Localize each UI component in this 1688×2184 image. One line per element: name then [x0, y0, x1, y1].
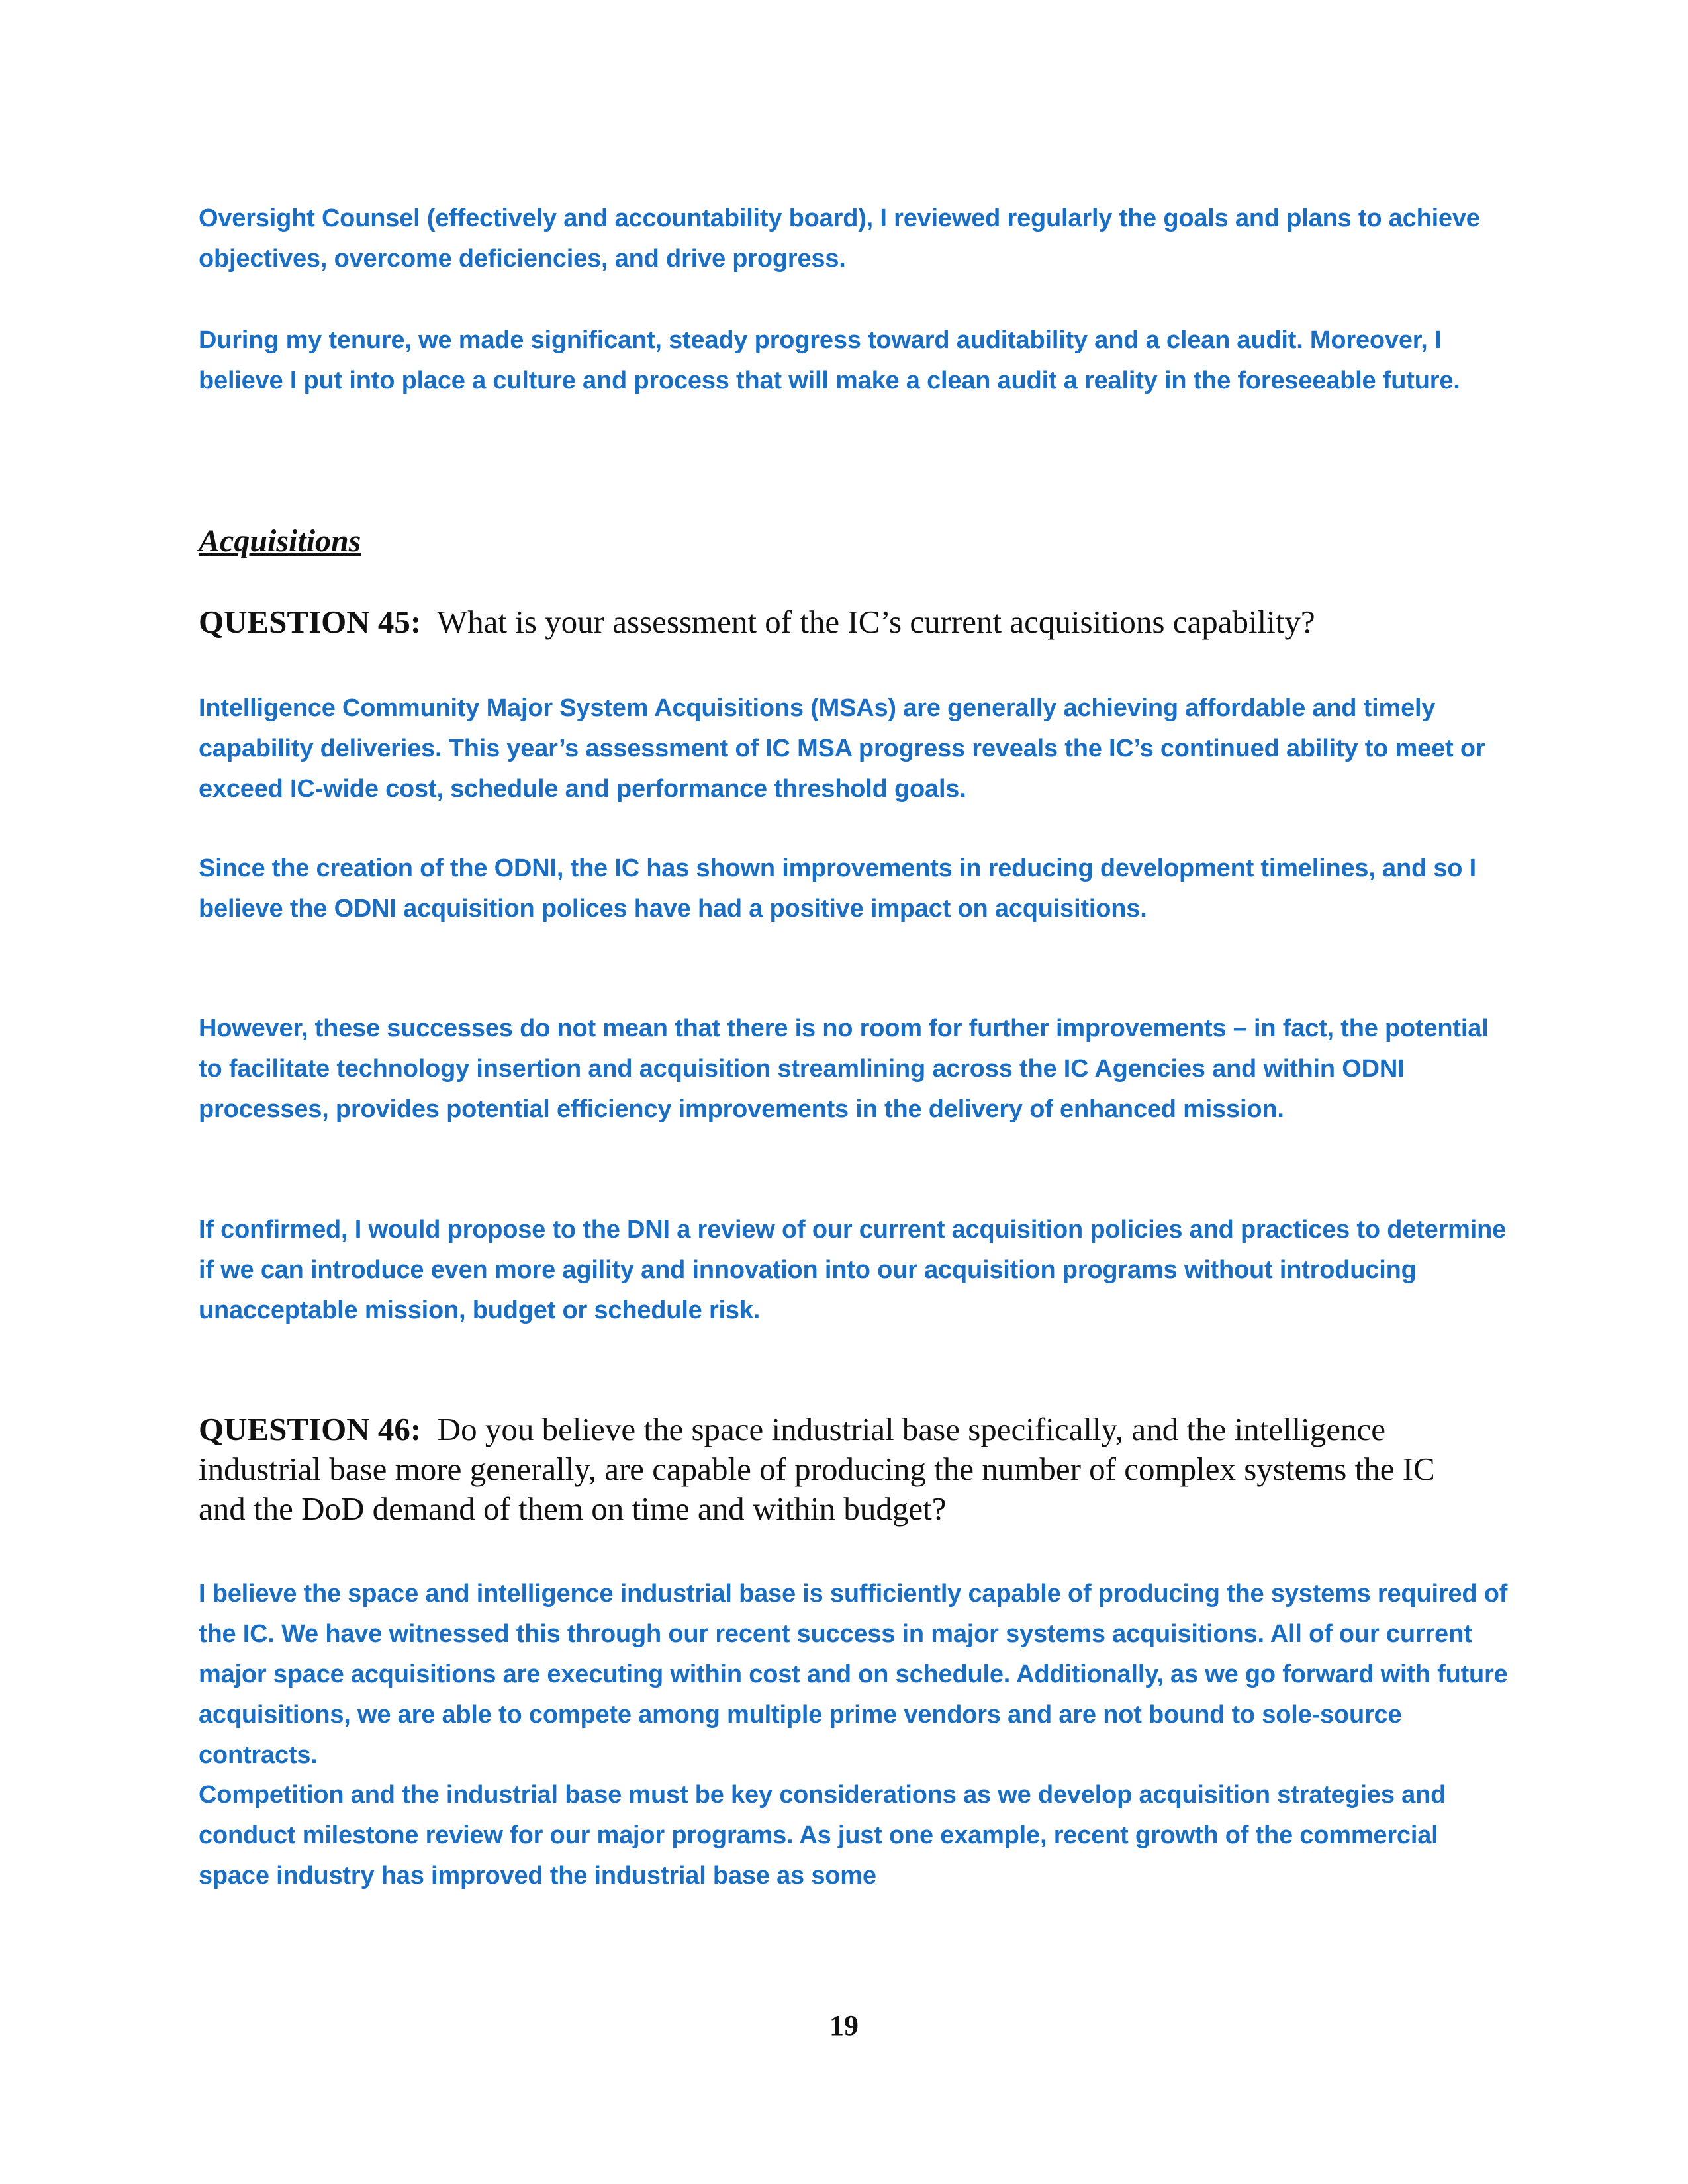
answer-45-paragraph-4: If confirmed, I would propose to the DNI a review of our current acquisition policies and practices to determine if we can introduce even more agility and innovation into our acquisition programs without introducing unacceptable mission, budget or schedule risk. — [199, 1216, 1507, 1324]
answer-paragraph-tenure: During my tenure, we made significant, steady progress toward auditability and a clean audit. Moreover, I believe I put into place a culture and process that will make a clean audit a reality in the foreseeable future. — [199, 326, 1460, 394]
answer-45-paragraph-2: Since the creation of the ODNI, the IC has shown improvements in reducing development timelines, and so I believe the ODNI acquisition polices have had a positive impact on acquisitions. — [199, 854, 1477, 923]
section-heading-acquisitions: Acquisitions — [199, 523, 361, 559]
answer-46-paragraph-2: Competition and the industrial base must be key considerations as we develop acquisition strategies and conduct milestone review for our major programs. As just one example, recent growth of the commercial space industry has improved the industrial base as some — [199, 1781, 1446, 1889]
question-45-text: What is your assessment of the IC’s current acquisitions capability? — [436, 604, 1315, 640]
answer-45-paragraph-1: Intelligence Community Major System Acquisitions (MSAs) are generally achieving affordable and timely capability deliveries. This year’s assessment of IC MSA progress reveals the IC’s continued ability to meet or exceed IC-wide cost, schedule and performance threshold goals. — [199, 694, 1485, 803]
question-46-text: Do you believe the space industrial base specifically, and the intelligence industrial base more generally, are capable of producing the number of complex systems the IC and the DoD demand of them on time and within budget? — [199, 1411, 1435, 1527]
question-45-label: QUESTION 45: — [199, 604, 422, 640]
question-46-label: QUESTION 46: — [199, 1411, 422, 1447]
page-number: 19 — [829, 2009, 859, 2042]
question-46 — [199, 1410, 1456, 1529]
answer-paragraph-oversight: Oversight Counsel (effectively and accountability board), I reviewed regularly the goals and plans to achieve objectives, overcome deficiencies, and drive progress. — [199, 205, 1480, 273]
question-45 — [199, 602, 1456, 642]
answer-46-paragraph-1: I believe the space and intelligence industrial base is sufficiently capable of producing the systems required of the IC. We have witnessed this through our recent success in major systems acquisitions. All of our current major space acquisitions are executing within cost and on schedule. Additionally, as we go forward with future acquisitions, we are able to compete among multiple prime vendors and are not bound to sole-source contracts. — [199, 1580, 1508, 1769]
answer-45-paragraph-3: However, these successes do not mean that there is no room for further improvements – in fact, the potential to facilitate technology insertion and acquisition streamlining across the IC Agencies and within ODNI processes, provides potential efficiency improvements in the delivery of enhanced mission. — [199, 1015, 1489, 1123]
